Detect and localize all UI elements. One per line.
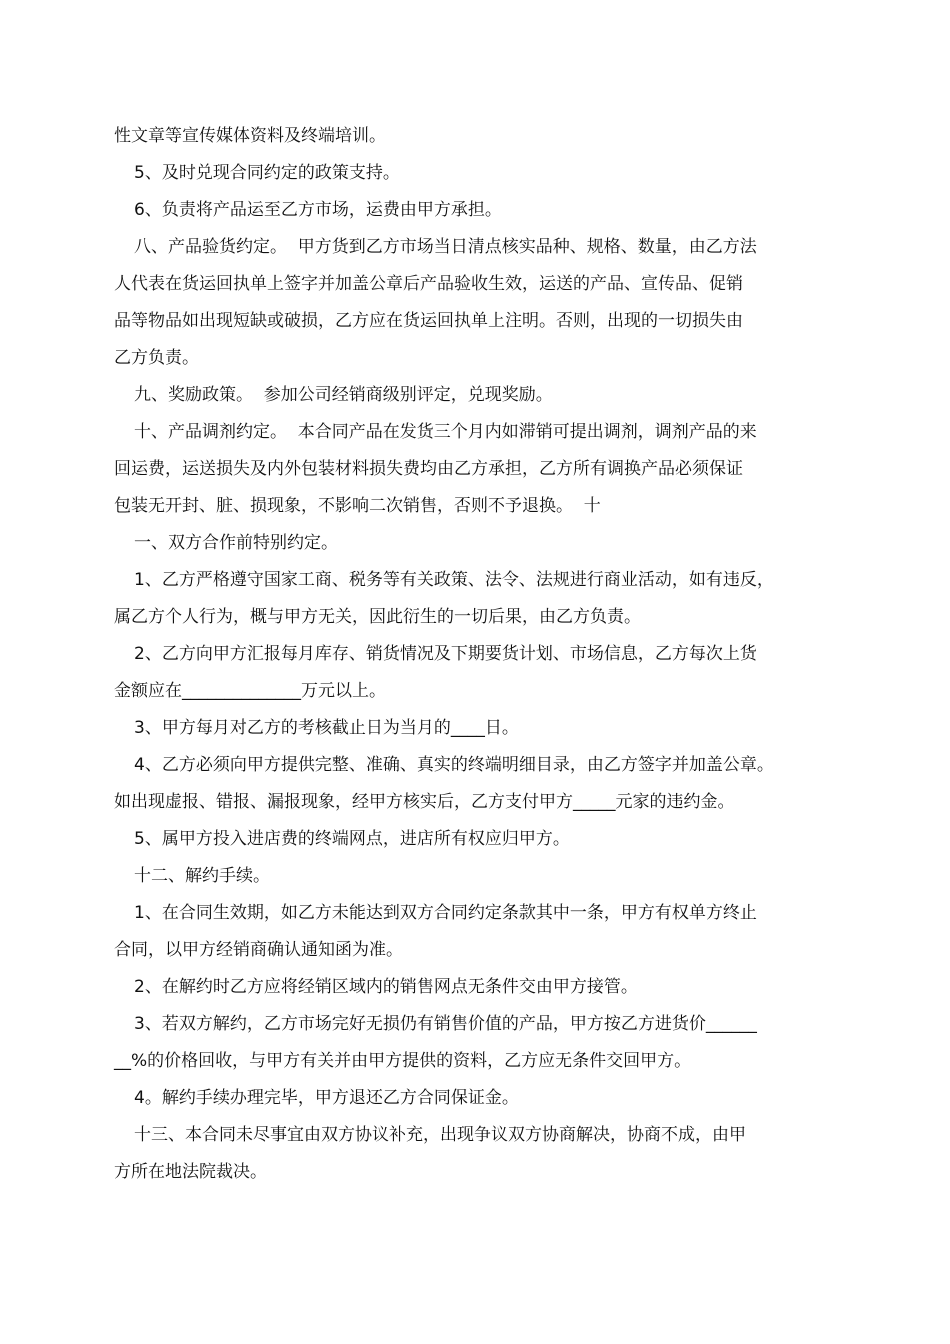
text-line-14: 属乙方个人行为，概与甲方无关，因此衍生的一切后果，由乙方负责。 xyxy=(114,607,641,627)
text-line-22: 1、在合同生效期，如乙方未能达到双方合同约定条款其中一条，甲方有权单方终止 xyxy=(134,903,757,923)
section-13-heading-line: 十三、本合同未尽事宜由双方协议补充，出现争议双方协商解决，协商不成，由甲 xyxy=(134,1125,746,1145)
text-line-19: 如出现虚报、错报、漏报现象，经甲方核实后，乙方支付甲方_____元家的违约金。 xyxy=(114,792,735,812)
document-body xyxy=(114,118,854,1191)
text-line-6: 品等物品如出现短缺或破损，乙方应在货运回执单上注明。否则，出现的一切损失由 xyxy=(114,311,743,331)
text-line-20: 5、属甲方投入进店费的终端网点，进店所有权应归甲方。 xyxy=(134,829,570,849)
text-line-13: 1、乙方严格遵守国家工商、税务等有关政策、法令、法规进行商业活动，如有违反， xyxy=(134,570,774,590)
text-line-25: 3、若双方解约，乙方市场完好无损仍有销售价值的产品，甲方按乙方进货价______ xyxy=(134,1014,757,1034)
section-11-heading-line: 一、双方合作前特别约定。 xyxy=(134,533,338,553)
text-line-26: __%的价格回收，与甲方有关并由甲方提供的资料，乙方应无条件交回甲方。 xyxy=(114,1051,692,1071)
text-line-18: 4、乙方必须向甲方提供完整、准确、真实的终端明细目录，由乙方签字并加盖公章。 xyxy=(134,755,774,775)
text-line-1: 性文章等宣传媒体资料及终端培训。 xyxy=(114,126,386,146)
text-line-7: 乙方负责。 xyxy=(114,348,199,368)
text-line-16: 金额应在______________万元以上。 xyxy=(114,681,386,701)
text-line-15: 2、乙方向甲方汇报每月库存、销货情况及下期要货计划、市场信息，乙方每次上货 xyxy=(134,644,757,664)
section-10-heading-line: 十、产品调剂约定。 本合同产品在发货三个月内如滞销可提出调剂，调剂产品的来 xyxy=(134,422,757,442)
section-9-heading-line: 九、奖励政策。 参加公司经销商级别评定，兑现奖励。 xyxy=(134,385,553,405)
text-line-23: 合同，以甲方经销商确认通知函为准。 xyxy=(114,940,403,960)
section-12-heading-line: 十二、解约手续。 xyxy=(134,866,270,886)
text-line-3: 6、负责将产品运至乙方市场，运费由甲方承担。 xyxy=(134,200,502,220)
text-line-5: 人代表在货运回执单上签字并加盖公章后产品验收生效，运送的产品、宣传品、促销 xyxy=(114,274,743,294)
text-line-29: 方所在地法院裁决。 xyxy=(114,1162,267,1182)
section-8-heading-line: 八、产品验货约定。 甲方货到乙方市场当日清点核实品种、规格、数量，由乙方法 xyxy=(134,237,757,257)
text-line-27: 4。解约手续办理完毕，甲方退还乙方合同保证金。 xyxy=(134,1088,519,1108)
text-line-11: 包装无开封、脏、损现象，不影响二次销售，否则不予退换。 十 xyxy=(114,496,601,516)
text-line-24: 2、在解约时乙方应将经销区域内的销售网点无条件交由甲方接管。 xyxy=(134,977,638,997)
text-line-10: 回运费，运送损失及内外包装材料损失费均由乙方承担，乙方所有调换产品必须保证 xyxy=(114,459,743,479)
text-line-2: 5、及时兑现合同约定的政策支持。 xyxy=(134,163,400,183)
text-line-17: 3、甲方每月对乙方的考核截止日为当月的____日。 xyxy=(134,718,519,738)
